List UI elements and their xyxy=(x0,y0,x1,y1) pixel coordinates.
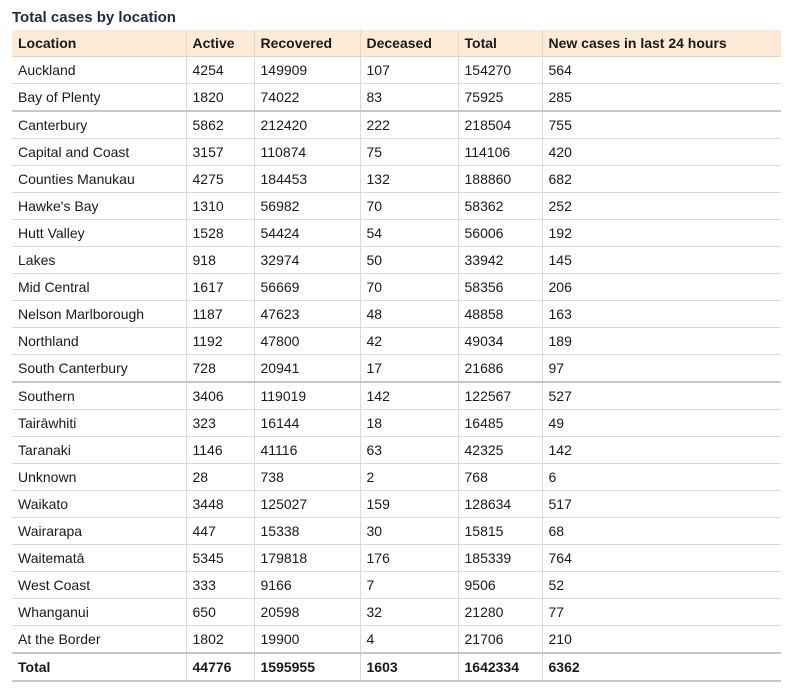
total-active: 44776 xyxy=(186,653,254,681)
cell-recovered: 16144 xyxy=(254,410,360,437)
cell-location: Taranaki xyxy=(12,437,186,464)
cell-total: 188860 xyxy=(458,166,542,193)
cell-deceased: 48 xyxy=(360,301,458,328)
cell-total: 768 xyxy=(458,464,542,491)
cell-active: 333 xyxy=(186,572,254,599)
cell-new-cases: 142 xyxy=(542,437,781,464)
cell-location: Canterbury xyxy=(12,111,186,139)
table-row xyxy=(12,518,781,545)
cell-new-cases: 764 xyxy=(542,545,781,572)
cell-location: Unknown xyxy=(12,464,186,491)
cell-total: 58362 xyxy=(458,193,542,220)
cell-new-cases: 52 xyxy=(542,572,781,599)
table-row xyxy=(12,274,781,301)
total-deceased: 1603 xyxy=(360,653,458,681)
cell-total: 49034 xyxy=(458,328,542,355)
cell-location: Mid Central xyxy=(12,274,186,301)
cell-deceased: 30 xyxy=(360,518,458,545)
cell-active: 1617 xyxy=(186,274,254,301)
cell-active: 1802 xyxy=(186,626,254,654)
cell-total: 218504 xyxy=(458,111,542,139)
cell-new-cases: 192 xyxy=(542,220,781,247)
cell-recovered: 47623 xyxy=(254,301,360,328)
cell-total: 122567 xyxy=(458,382,542,410)
cell-recovered: 20941 xyxy=(254,355,360,383)
cell-recovered: 125027 xyxy=(254,491,360,518)
table-row xyxy=(12,57,781,84)
cell-deceased: 42 xyxy=(360,328,458,355)
cell-new-cases: 163 xyxy=(542,301,781,328)
cell-location: Wairarapa xyxy=(12,518,186,545)
cases-by-location-section xyxy=(12,8,781,682)
cell-new-cases: 97 xyxy=(542,355,781,383)
table-row xyxy=(12,166,781,193)
table-row xyxy=(12,437,781,464)
total-label: Total xyxy=(12,653,186,681)
cell-deceased: 159 xyxy=(360,491,458,518)
table-row xyxy=(12,301,781,328)
cell-active: 1187 xyxy=(186,301,254,328)
cell-new-cases: 145 xyxy=(542,247,781,274)
cell-total: 9506 xyxy=(458,572,542,599)
cell-location: At the Border xyxy=(12,626,186,654)
cell-new-cases: 68 xyxy=(542,518,781,545)
total-row xyxy=(12,653,781,681)
cell-deceased: 17 xyxy=(360,355,458,383)
table-row xyxy=(12,84,781,112)
cell-deceased: 222 xyxy=(360,111,458,139)
cell-recovered: 47800 xyxy=(254,328,360,355)
cell-deceased: 176 xyxy=(360,545,458,572)
cell-location: Counties Manukau xyxy=(12,166,186,193)
cell-recovered: 56669 xyxy=(254,274,360,301)
cell-new-cases: 682 xyxy=(542,166,781,193)
cell-total: 114106 xyxy=(458,139,542,166)
header-total: Total xyxy=(458,30,542,57)
cell-location: Nelson Marlborough xyxy=(12,301,186,328)
cell-active: 3157 xyxy=(186,139,254,166)
cell-active: 323 xyxy=(186,410,254,437)
cell-new-cases: 564 xyxy=(542,57,781,84)
table-body xyxy=(12,57,781,654)
cell-total: 21280 xyxy=(458,599,542,626)
cell-location: South Canterbury xyxy=(12,355,186,383)
cell-new-cases: 420 xyxy=(542,139,781,166)
cell-active: 1192 xyxy=(186,328,254,355)
cell-new-cases: 210 xyxy=(542,626,781,654)
cell-total: 185339 xyxy=(458,545,542,572)
table-row xyxy=(12,247,781,274)
cell-total: 42325 xyxy=(458,437,542,464)
cell-recovered: 54424 xyxy=(254,220,360,247)
cell-recovered: 149909 xyxy=(254,57,360,84)
cell-recovered: 32974 xyxy=(254,247,360,274)
table-header-row xyxy=(12,30,781,57)
cell-new-cases: 49 xyxy=(542,410,781,437)
cell-active: 728 xyxy=(186,355,254,383)
table-row xyxy=(12,382,781,410)
cell-active: 1820 xyxy=(186,84,254,112)
cell-recovered: 184453 xyxy=(254,166,360,193)
cell-recovered: 20598 xyxy=(254,599,360,626)
header-new-cases: New cases in last 24 hours xyxy=(542,30,781,57)
cell-deceased: 70 xyxy=(360,274,458,301)
cell-new-cases: 77 xyxy=(542,599,781,626)
cell-recovered: 110874 xyxy=(254,139,360,166)
table-row xyxy=(12,599,781,626)
cell-location: Lakes xyxy=(12,247,186,274)
table-row xyxy=(12,410,781,437)
cell-total: 33942 xyxy=(458,247,542,274)
cell-active: 1146 xyxy=(186,437,254,464)
cell-active: 3406 xyxy=(186,382,254,410)
cell-deceased: 83 xyxy=(360,84,458,112)
cell-new-cases: 6 xyxy=(542,464,781,491)
table-row xyxy=(12,491,781,518)
table-row xyxy=(12,572,781,599)
cell-deceased: 50 xyxy=(360,247,458,274)
cell-recovered: 74022 xyxy=(254,84,360,112)
header-location: Location xyxy=(12,30,186,57)
cell-new-cases: 189 xyxy=(542,328,781,355)
cell-new-cases: 252 xyxy=(542,193,781,220)
cell-recovered: 179818 xyxy=(254,545,360,572)
cell-location: Southern xyxy=(12,382,186,410)
total-recovered: 1595955 xyxy=(254,653,360,681)
table-row xyxy=(12,464,781,491)
cell-active: 4275 xyxy=(186,166,254,193)
section-title: Total cases by location xyxy=(12,9,176,26)
cell-active: 5345 xyxy=(186,545,254,572)
table-row xyxy=(12,626,781,654)
cell-deceased: 132 xyxy=(360,166,458,193)
table-row xyxy=(12,545,781,572)
cell-recovered: 738 xyxy=(254,464,360,491)
cell-active: 28 xyxy=(186,464,254,491)
cell-location: Waitematā xyxy=(12,545,186,572)
cell-deceased: 2 xyxy=(360,464,458,491)
header-active: Active xyxy=(186,30,254,57)
cell-total: 154270 xyxy=(458,57,542,84)
cell-new-cases: 755 xyxy=(542,111,781,139)
cell-deceased: 63 xyxy=(360,437,458,464)
cell-deceased: 142 xyxy=(360,382,458,410)
cell-active: 1310 xyxy=(186,193,254,220)
cell-new-cases: 527 xyxy=(542,382,781,410)
cell-recovered: 56982 xyxy=(254,193,360,220)
total-new-cases: 6362 xyxy=(542,653,781,681)
cell-active: 1528 xyxy=(186,220,254,247)
cell-location: Hutt Valley xyxy=(12,220,186,247)
cell-active: 447 xyxy=(186,518,254,545)
cell-location: Auckland xyxy=(12,57,186,84)
total-total: 1642334 xyxy=(458,653,542,681)
cell-location: Bay of Plenty xyxy=(12,84,186,112)
table-row xyxy=(12,193,781,220)
cell-new-cases: 517 xyxy=(542,491,781,518)
cell-active: 4254 xyxy=(186,57,254,84)
cell-location: Whanganui xyxy=(12,599,186,626)
cell-location: Northland xyxy=(12,328,186,355)
cell-deceased: 107 xyxy=(360,57,458,84)
table-row xyxy=(12,111,781,139)
cell-location: Waikato xyxy=(12,491,186,518)
cell-recovered: 41116 xyxy=(254,437,360,464)
table-row xyxy=(12,220,781,247)
header-recovered: Recovered xyxy=(254,30,360,57)
cell-active: 650 xyxy=(186,599,254,626)
cell-active: 918 xyxy=(186,247,254,274)
cell-deceased: 75 xyxy=(360,139,458,166)
table-row xyxy=(12,328,781,355)
cell-total: 48858 xyxy=(458,301,542,328)
cell-new-cases: 285 xyxy=(542,84,781,112)
cell-deceased: 32 xyxy=(360,599,458,626)
cell-total: 21706 xyxy=(458,626,542,654)
cell-total: 15815 xyxy=(458,518,542,545)
cell-deceased: 54 xyxy=(360,220,458,247)
cell-total: 58356 xyxy=(458,274,542,301)
cell-location: Capital and Coast xyxy=(12,139,186,166)
cell-total: 56006 xyxy=(458,220,542,247)
table-row xyxy=(12,355,781,383)
cell-location: West Coast xyxy=(12,572,186,599)
cell-total: 75925 xyxy=(458,84,542,112)
cell-total: 16485 xyxy=(458,410,542,437)
header-deceased: Deceased xyxy=(360,30,458,57)
cell-active: 3448 xyxy=(186,491,254,518)
cell-location: Hawke's Bay xyxy=(12,193,186,220)
cell-new-cases: 206 xyxy=(542,274,781,301)
cell-recovered: 19900 xyxy=(254,626,360,654)
cell-total: 21686 xyxy=(458,355,542,383)
cell-location: Tairāwhiti xyxy=(12,410,186,437)
cell-deceased: 4 xyxy=(360,626,458,654)
cell-deceased: 7 xyxy=(360,572,458,599)
cell-recovered: 119019 xyxy=(254,382,360,410)
cell-recovered: 212420 xyxy=(254,111,360,139)
cell-total: 128634 xyxy=(458,491,542,518)
cell-recovered: 15338 xyxy=(254,518,360,545)
cell-active: 5862 xyxy=(186,111,254,139)
cases-table xyxy=(12,30,781,682)
cell-deceased: 18 xyxy=(360,410,458,437)
table-row xyxy=(12,139,781,166)
cell-recovered: 9166 xyxy=(254,572,360,599)
cell-deceased: 70 xyxy=(360,193,458,220)
